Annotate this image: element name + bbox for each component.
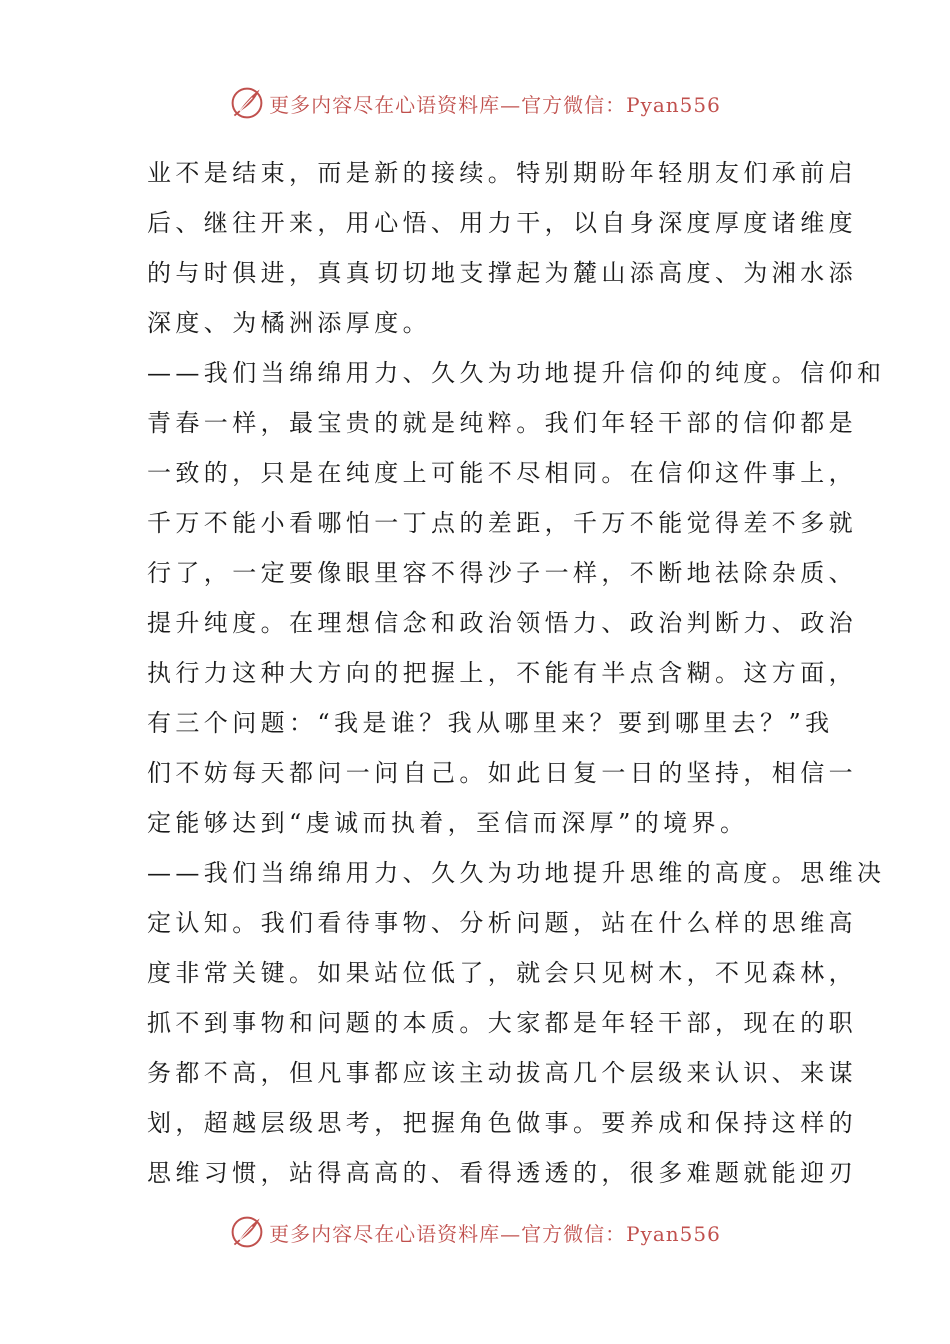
text-line: 有三个问题：“我是谁？我从哪里来？要到哪里去？”我	[147, 709, 834, 737]
text-line: 后、继往开来，用心悟、用力干，以自身深度厚度诸维度	[147, 209, 857, 237]
text-line: 一致的，只是在纯度上可能不尽相同。在信仰这件事上，	[147, 459, 857, 487]
text-line: 定认知。我们看待事物、分析问题，站在什么样的思维高	[147, 909, 857, 937]
footer-banner	[0, 1212, 950, 1252]
text-line: 抓不到事物和问题的本质。大家都是年轻干部，现在的职	[147, 1009, 857, 1037]
document-body	[147, 148, 886, 1198]
text-line: 思维习惯，站得高高的、看得透透的，很多难题就能迎刃	[147, 1159, 857, 1187]
feather-pen-logo-icon	[229, 1214, 265, 1250]
feather-pen-logo-icon	[229, 85, 265, 121]
text-line: 行了，一定要像眼里容不得沙子一样，不断地祛除杂质、	[147, 559, 857, 587]
text-line: 深度、为橘洲添厚度。	[147, 309, 431, 337]
text-line: 提升纯度。在理想信念和政治领悟力、政治判断力、政治	[147, 609, 857, 637]
text-line: ——我们当绵绵用力、久久为功地提升思维的高度。思维决	[147, 859, 886, 887]
footer-banner-text: 更多内容尽在心语资料库—官方微信：Pyan556	[269, 1221, 721, 1246]
text-line: 青春一样，最宝贵的就是纯粹。我们年轻干部的信仰都是	[147, 409, 857, 437]
text-line: 定能够达到“虔诚而执着，至信而深厚”的境界。	[147, 809, 749, 837]
header-banner	[0, 83, 950, 123]
text-line: ——我们当绵绵用力、久久为功地提升信仰的纯度。信仰和	[147, 359, 886, 387]
text-line: 执行力这种大方向的把握上，不能有半点含糊。这方面，	[147, 659, 857, 687]
text-line: 度非常关键。如果站位低了，就会只见树木，不见森林，	[147, 959, 857, 987]
header-banner-text: 更多内容尽在心语资料库—官方微信：Pyan556	[269, 92, 721, 117]
text-line: 务都不高，但凡事都应该主动拔高几个层级来认识、来谋	[147, 1059, 857, 1087]
text-line: 千万不能小看哪怕一丁点的差距，千万不能觉得差不多就	[147, 509, 857, 537]
text-line: 划，超越层级思考，把握角色做事。要养成和保持这样的	[147, 1109, 857, 1137]
text-line: 们不妨每天都问一问自己。如此日复一日的坚持，相信一	[147, 759, 857, 787]
text-line: 业不是结束，而是新的接续。特别期盼年轻朋友们承前启	[147, 159, 857, 187]
text-line: 的与时俱进，真真切切地支撑起为麓山添高度、为湘水添	[147, 259, 857, 287]
